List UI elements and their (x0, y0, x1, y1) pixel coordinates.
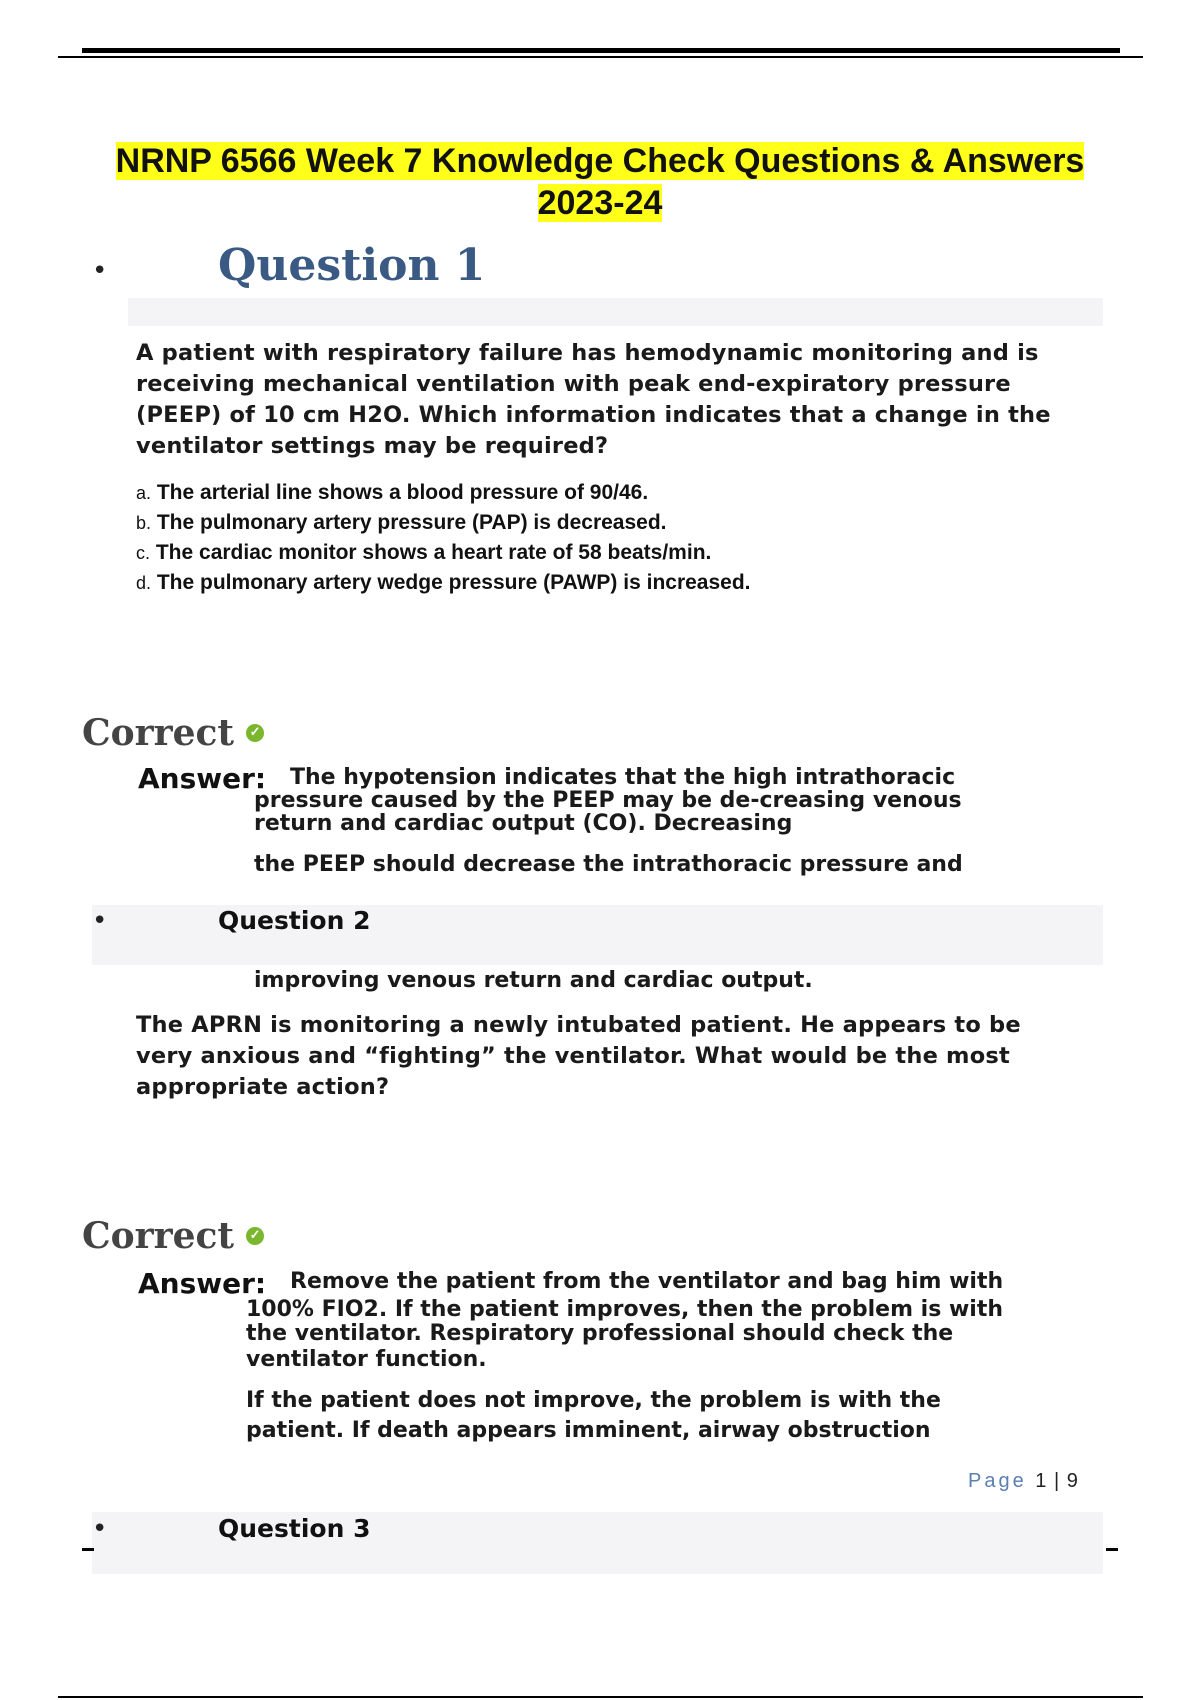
question-3-heading: Question 3 (218, 1514, 371, 1543)
question-1-heading: Question 1 (218, 240, 486, 291)
top-rule-thin (58, 56, 1143, 58)
question-1-options (136, 478, 1036, 598)
title-line-1: NRNP 6566 Week 7 Knowledge Check Questions & Answers (115, 142, 1085, 180)
q1-answer-line-4: the PEEP should decrease the intrathoracic pressure and (254, 852, 963, 877)
q2-answer-line-2: 100% FIO2. If the patient improves, then the problem is with (246, 1297, 1004, 1322)
option-b[interactable]: b. The pulmonary artery pressure (PAP) is decreased. (136, 511, 667, 534)
q1-answer-line-2: pressure caused by the PEEP may be de-creasing venous (254, 788, 962, 813)
option-d[interactable]: d. The pulmonary artery wedge pressure (PAWP) is increased. (136, 571, 751, 594)
q2-answer-line-5: If the patient does not improve, the problem is with the (246, 1388, 941, 1413)
page-number: Page 1 | 9 (968, 1470, 1079, 1492)
question-2-heading: Question 2 (218, 906, 371, 935)
bullet-icon: • (92, 256, 108, 286)
q1-status: Correct ✓ (82, 712, 264, 754)
question-1-band (128, 298, 1103, 326)
title-line-2: 2023-24 (537, 184, 663, 222)
q1-answer-line-3: return and cardiac output (CO). Decreasing (254, 811, 793, 836)
q1-answer-line-5: improving venous return and cardiac output. (254, 968, 813, 993)
check-circle-icon: ✓ (246, 724, 264, 742)
q1-answer-line-1: The hypotension indicates that the high intrathoracic (290, 765, 956, 790)
q1-answer-label: Answer: (138, 762, 267, 795)
option-a[interactable]: a. The arterial line shows a blood pressure of 90/46. (136, 481, 649, 504)
q2-status: Correct ✓ (82, 1215, 264, 1257)
option-c[interactable]: c. The cardiac monitor shows a heart rate of 58 beats/min. (136, 541, 712, 564)
check-circle-icon: ✓ (246, 1227, 264, 1245)
q2-answer-line-3: the ventilator. Respiratory professional should check the (246, 1321, 954, 1346)
q2-answer-line-1: Remove the patient from the ventilator and bag him with (290, 1269, 1004, 1294)
q2-answer-line-4: ventilator function. (246, 1347, 487, 1372)
page-title (60, 140, 1140, 224)
right-dash (1106, 1548, 1118, 1551)
left-dash (82, 1548, 94, 1551)
bullet-icon: • (92, 906, 108, 936)
bullet-icon: • (92, 1514, 108, 1544)
top-rule (82, 48, 1120, 53)
question-2-text: The APRN is monitoring a newly intubated patient. He appears to be very anxious and “fighting” the ventilator. What would be the most appropriate action? (136, 1012, 1021, 1100)
q2-answer-label: Answer: (138, 1267, 267, 1300)
q2-answer-line-6: patient. If death appears imminent, airway obstruction (246, 1418, 931, 1443)
question-1-text: A patient with respiratory failure has hemodynamic monitoring and is receiving mechanical ventilation with peak end-expiratory pressure (PEEP) of 10 cm H2O. Which information indicates that a change in the ventilator settings may be required? (136, 340, 1051, 459)
bottom-rule (58, 1696, 1143, 1698)
